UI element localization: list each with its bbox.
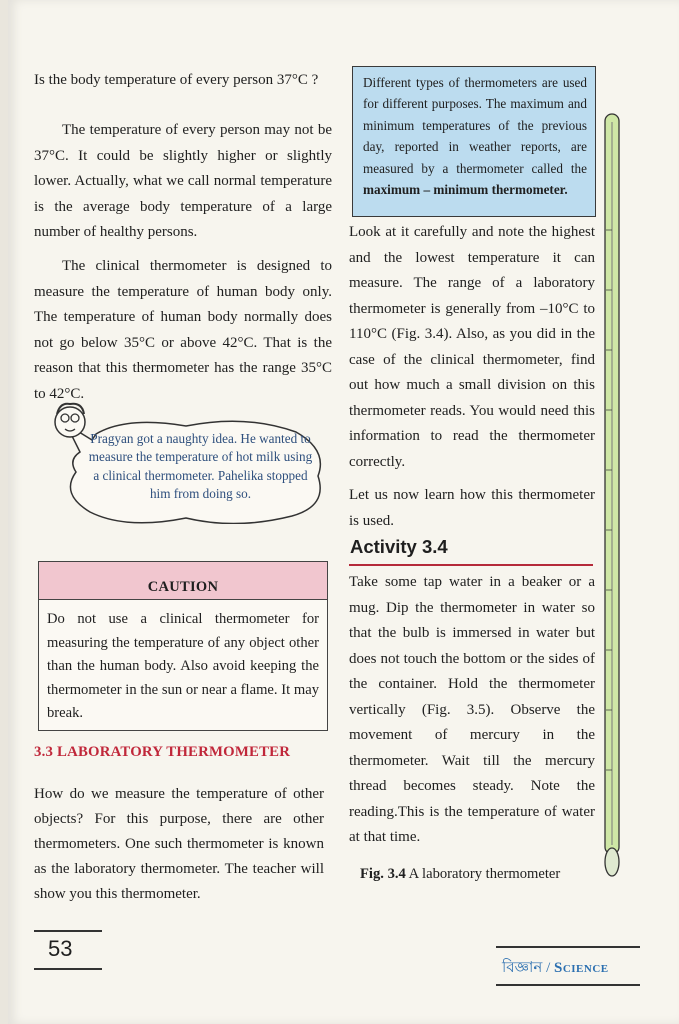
caution-title: CAUTION [147,579,219,595]
caution-box [38,561,328,731]
book-title-english: Science [553,960,609,976]
usage-intro-paragraph: Let us now learn how this thermometer is used. [349,487,595,529]
footer-top-rule [496,946,640,948]
activity-title: Activity 3.4 [350,536,448,557]
range-paragraph: Look at it carefully and note the highest and the lowest temperature it can measure. The range of a laboratory thermometer is generally from –10°C to 110°C (Fig. 3.4). Also, as you did in the case of the clinical thermometer, find out how much a small division on this thermometer reads. You would need this information to read the thermometer correctly. [349,224,595,470]
book-title-bengali: বিজ্ঞান [502,960,543,976]
book-title-separator: / [542,960,554,976]
info-box-text: Different types of thermometers are used for different purposes. The maximum and minimum temperatures of the previous day, reported in weather reports, are measured by a thermometer called the [363,75,587,176]
normal-temperature-paragraph: The temperature of every person may not be 37°C. It could be slightly higher or slightly lower. Actually, what we call normal temperature is the average body temperature of a large number of healthy persons. [34,122,332,240]
pragyan-face-icon [48,398,92,442]
info-box-bold-term: maximum – minimum thermometer. [363,182,568,198]
figure-caption [360,866,560,883]
caution-text: Do not use a clinical thermometer for measuring the temperature of any object other than the human body. Also avoid keeping the thermometer in the sun or near a flame. It may break. [47,611,319,721]
activity-rule [349,564,593,566]
page-number-top-rule [34,930,102,932]
page-number-bottom-rule [34,968,102,970]
laboratory-thermometer-figure [600,110,624,880]
figure-label: Fig. 3.4 [360,866,406,882]
info-box [352,66,596,217]
figure-caption-text: A laboratory thermometer [408,866,561,882]
footer-bottom-rule [496,984,640,986]
book-title [502,956,609,981]
speech-bubble-text: Pragyan got a naughty idea. He wanted to measure the temperature of hot milk using a clinical thermometer. Pahelika stopped him from doing so. [88,431,313,501]
question-paragraph: Is the body temperature of every person 37°C ? [34,72,319,88]
clinical-thermometer-paragraph: The clinical thermometer is designed to measure the temperature of human body only. The temperature of human body normally does not go below 35°C or above 42°C. That is the reason that this thermometer has the range 35°C to 42°C. [34,258,332,402]
section-heading: 3.3 LABORATORY THERMOMETER [34,744,291,760]
page-number: 53 [48,936,73,961]
caution-header [39,562,327,600]
activity-paragraph: Take some tap water in a beaker or a mug. Dip the thermometer in water so that the bulb is immersed in water but does not touch the bottom or the sides of the container. Hold the thermometer vertically (Fig. 3.5). Observe the movement of mercury in the thermometer. Wait till the mercury thread becomes steady. Note the reading.This is the temperature of water at that time. [349,574,595,845]
laboratory-thermometer-paragraph: How do we measure the temperature of other objects? For this purpose, there are other thermometers. One such thermometer is known as the laboratory thermometer. The teacher will show you this thermometer. [34,786,324,902]
